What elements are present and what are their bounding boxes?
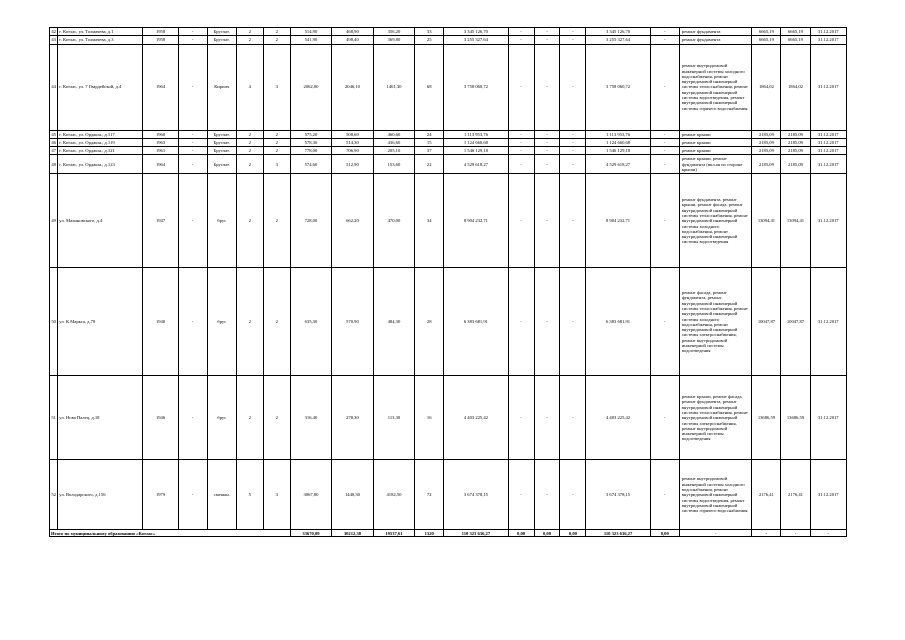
cell-cost-owner: 1 113 953,76 xyxy=(586,130,650,138)
cell-address: г. Котлас, ул. 7 Гвардейской, д.4 xyxy=(58,44,143,130)
cell-residents: 28 xyxy=(415,268,444,376)
cell-entrances: 3 xyxy=(263,44,290,130)
cell-area-live: 512,90 xyxy=(332,155,374,174)
cell-area-nonlive: 113,30 xyxy=(373,376,415,460)
cell-year: 1960 xyxy=(143,130,178,138)
cell-date: 31.12.2017 xyxy=(810,44,847,130)
cell-c15: - xyxy=(560,36,586,44)
housing-repair-table xyxy=(49,27,847,537)
cell-residents: 72 xyxy=(415,460,444,530)
cell-cost-total: 4 529 618,27 xyxy=(444,155,508,174)
cell-c15: - xyxy=(560,155,586,174)
cell-c13: - xyxy=(508,155,534,174)
cell-material: Брусчат. xyxy=(207,138,236,146)
cell-max-cost: 13686,59 xyxy=(781,376,810,460)
cell-floors: 2 xyxy=(236,268,263,376)
total-date: - xyxy=(810,530,847,537)
cell-date: 31.12.2017 xyxy=(810,376,847,460)
cell-area-live: 278,30 xyxy=(332,376,374,460)
cell-material: Брусчат. xyxy=(207,130,236,138)
cell-cost-owner: 4 403 225,42 xyxy=(586,376,650,460)
cell-material: Брусчат. xyxy=(207,155,236,174)
cell-c15: - xyxy=(560,174,586,268)
cell-material: Брусчат. xyxy=(207,28,236,36)
total-c14: 0,00 xyxy=(534,530,560,537)
cell-max-cost: 10047,87 xyxy=(781,268,810,376)
cell-floors: 2 xyxy=(236,147,263,155)
cell-c4: - xyxy=(178,147,207,155)
cell-date: 31.12.2017 xyxy=(810,460,847,530)
cell-c13: - xyxy=(508,376,534,460)
cell-area-total: 635,30 xyxy=(290,268,332,376)
cell-address: г. Котлас, ул. Толмачева, д.3 xyxy=(58,36,143,44)
cell-c13: - xyxy=(508,268,534,376)
cell-c13: - xyxy=(508,130,534,138)
cell-floors: 2 xyxy=(236,36,263,44)
cell-c14: - xyxy=(534,36,560,44)
cell-works: ремонт фасада, ремонт фундамента, ремонт внутридомовой инженерной системы теплоснабжения, ремонт внутридомовой инженерной системы холодного водоснабжения, ремонт внутридомовой инженерной системы электроснабжения, ремонт внутридомовой инженерной системы водоотведения xyxy=(679,268,752,376)
cell-c17: - xyxy=(650,268,679,376)
cell-floors: 2 xyxy=(236,174,263,268)
cell-area-live: 508,60 xyxy=(332,130,374,138)
cell-area-live: 570,90 xyxy=(332,268,374,376)
cell-cost-owner: 6 383 681,91 xyxy=(586,268,650,376)
cell-spec-cost: 2176,41 xyxy=(752,460,781,530)
cell-spec-cost: 6665,19 xyxy=(752,28,781,36)
cell-cost-total: 4 403 225,42 xyxy=(444,376,508,460)
cell-c15: - xyxy=(560,28,586,36)
cell-area-nonlive: 484,30 xyxy=(373,268,415,376)
cell-year: 1940 xyxy=(143,268,178,376)
cell-area-live: 2046,10 xyxy=(332,44,374,130)
cell-cost-owner: 1 546 129,18 xyxy=(586,147,650,155)
cell-c15: - xyxy=(560,147,586,155)
cell-address: ул. Володарского, д.156 xyxy=(58,460,143,530)
total-spec-cost: - xyxy=(752,530,781,537)
total-max-cost: - xyxy=(781,530,810,537)
cell-entrances: 2 xyxy=(263,376,290,460)
cell-num: 45 xyxy=(51,131,56,137)
cell-material: брус xyxy=(207,268,236,376)
cell-address: г. Котлас, ул. Орджон., д.117 xyxy=(58,130,143,138)
cell-cost-owner: 4 529 618,27 xyxy=(586,155,650,174)
cell-area-total: 541,90 xyxy=(290,36,332,44)
table-row xyxy=(50,36,847,44)
table-row xyxy=(50,268,847,376)
cell-max-cost: 2185,09 xyxy=(781,138,810,146)
cell-cost-owner: 3 255 327,64 xyxy=(586,36,650,44)
cell-material: брус xyxy=(207,174,236,268)
cell-c15: - xyxy=(560,376,586,460)
cell-c17: - xyxy=(650,36,679,44)
cell-area-nonlive: 460,60 xyxy=(373,130,415,138)
cell-area-total: 574,60 xyxy=(290,155,332,174)
cell-max-cost: 2185,09 xyxy=(781,130,810,138)
cell-area-total: 514,90 xyxy=(290,28,332,36)
cell-area-total: 316,40 xyxy=(290,376,332,460)
cell-c4: - xyxy=(178,268,207,376)
cell-c13: - xyxy=(508,147,534,155)
cell-material: Брусчат. xyxy=(207,36,236,44)
cell-cost-total: 3 345 126,70 xyxy=(444,28,508,36)
cell-area-nonlive: 4182,50 xyxy=(373,460,415,530)
cell-floors: 2 xyxy=(236,28,263,36)
cell-address: ул. Нова Палец, д.18 xyxy=(58,376,143,460)
cell-spec-cost: 2185,09 xyxy=(752,130,781,138)
cell-year: 1947 xyxy=(143,174,178,268)
cell-residents: 33 xyxy=(415,28,444,36)
cell-area-live: 468,90 xyxy=(332,28,374,36)
cell-c17: - xyxy=(650,376,679,460)
total-c17: 0,00 xyxy=(650,530,679,537)
cell-c15: - xyxy=(560,44,586,130)
cell-c14: - xyxy=(534,376,560,460)
cell-entrances: 2 xyxy=(263,268,290,376)
cell-address: г. Котлас, ул. Орджон., д.123 xyxy=(58,155,143,174)
cell-c4: - xyxy=(178,138,207,146)
cell-residents: 15 xyxy=(415,138,444,146)
cell-year: 1961 xyxy=(143,147,178,155)
cell-c4: - xyxy=(178,44,207,130)
cell-c14: - xyxy=(534,460,560,530)
cell-works: ремонт фундамента xyxy=(679,36,752,44)
cell-year: 1964 xyxy=(143,44,178,130)
total-area-nonlive: 19537,61 xyxy=(373,530,415,537)
cell-date: 31.12.2017 xyxy=(810,130,847,138)
cell-cost-owner: 3 758 060,72 xyxy=(586,44,650,130)
total-row xyxy=(50,530,847,537)
cell-cost-total: 1 546 129,18 xyxy=(444,147,508,155)
table-body xyxy=(50,28,847,537)
cell-date: 31.12.2017 xyxy=(810,268,847,376)
cell-c13: - xyxy=(508,460,534,530)
cell-num: 52 xyxy=(50,460,58,530)
table-row xyxy=(50,130,847,138)
cell-c13: - xyxy=(508,138,534,146)
cell-residents: 37 xyxy=(415,147,444,155)
cell-area-total: 728,00 xyxy=(290,174,332,268)
cell-num: 43 xyxy=(51,37,56,43)
cell-material: Брусчат. xyxy=(207,147,236,155)
cell-works: ремонт крыши, ремонт фундамента (вкл.ая по стороне крыши) xyxy=(679,155,752,174)
cell-c14: - xyxy=(534,147,560,155)
cell-works: ремонт внутридомовой инженерной системы холодного водоснабжения, ремонт внутридомовой инженерной системы водоотведения, ремонт внутридомовой инженерной системы горячего водоснабжения xyxy=(679,460,752,530)
cell-year: 1963 xyxy=(143,138,178,146)
cell-cost-total: 8 904 232,71 xyxy=(444,174,508,268)
cell-max-cost: 6665,19 xyxy=(781,28,810,36)
cell-c4: - xyxy=(178,36,207,44)
cell-max-cost: 13094,41 xyxy=(781,174,810,268)
cell-spec-cost: 2185,09 xyxy=(752,147,781,155)
cell-c14: - xyxy=(534,155,560,174)
cell-area-nonlive: 470,00 xyxy=(373,174,415,268)
total-cost-owner: 110 323 636,27 xyxy=(586,530,650,537)
cell-area-nonlive: 205,10 xyxy=(373,147,415,155)
cell-area-live: 662,20 xyxy=(332,174,374,268)
cell-works: ремонт крыши xyxy=(679,147,752,155)
cell-c13: - xyxy=(508,174,534,268)
cell-date: 31.12.2017 xyxy=(810,155,847,174)
cell-year: 1964 xyxy=(143,155,178,174)
cell-cost-owner: 3 674 378,15 xyxy=(586,460,650,530)
cell-residents: 22 xyxy=(415,155,444,174)
cell-c17: - xyxy=(650,460,679,530)
cell-works: ремонт крыши xyxy=(679,138,752,146)
cell-floors: 5 xyxy=(236,460,263,530)
table-row xyxy=(50,147,847,155)
cell-material: брус xyxy=(207,376,236,460)
table-row xyxy=(50,138,847,146)
cell-c14: - xyxy=(534,44,560,130)
cell-cost-owner: 1 124 660,68 xyxy=(586,138,650,146)
cell-cost-owner: 3 345 126,70 xyxy=(586,28,650,36)
cell-date: 31.12.2017 xyxy=(810,174,847,268)
cell-c15: - xyxy=(560,138,586,146)
cell-area-total: 3067,80 xyxy=(290,460,332,530)
cell-c14: - xyxy=(534,28,560,36)
cell-floors: 4 xyxy=(236,44,263,130)
cell-max-cost: 2176,41 xyxy=(781,460,810,530)
cell-material: Кирпич xyxy=(207,44,236,130)
cell-num: 48 xyxy=(50,155,58,174)
cell-c17: - xyxy=(650,44,679,130)
cell-area-nonlive: 436,60 xyxy=(373,138,415,146)
cell-c4: - xyxy=(178,174,207,268)
cell-num: 49 xyxy=(50,174,58,268)
cell-date: 31.12.2017 xyxy=(810,138,847,146)
cell-c4: - xyxy=(178,130,207,138)
cell-residents: 34 xyxy=(415,174,444,268)
total-label: Итого по муниципальному образованию «Котлас» xyxy=(50,530,291,537)
cell-c17: - xyxy=(650,174,679,268)
cell-max-cost: 1864,02 xyxy=(781,44,810,130)
cell-area-total: 778,00 xyxy=(290,147,332,155)
cell-area-live: 514,30 xyxy=(332,138,374,146)
cell-c4: - xyxy=(178,155,207,174)
cell-num: 50 xyxy=(50,268,58,376)
cell-c4: - xyxy=(178,460,207,530)
cell-c13: - xyxy=(508,28,534,36)
cell-c14: - xyxy=(534,130,560,138)
table-row xyxy=(50,460,847,530)
cell-date: 31.12.2017 xyxy=(810,147,847,155)
cell-works: ремонт внутридомовой инженерной системы холодного водоснабжения, ремонт внутридомовой инженерной системы теплоснабжения, ремонт внутридомовой инженерной системы водоотведения, ремонт внутридомовой инженерной системы горячего водоснабжения xyxy=(679,44,752,130)
cell-c14: - xyxy=(534,138,560,146)
cell-max-cost: 6665,19 xyxy=(781,36,810,44)
cell-c14: - xyxy=(534,174,560,268)
cell-max-cost: 2185,09 xyxy=(781,155,810,174)
table-row xyxy=(50,28,847,36)
total-residents: 1320 xyxy=(415,530,444,537)
cell-spec-cost: 10047,87 xyxy=(752,268,781,376)
cell-year: 1958 xyxy=(143,36,178,44)
total-cost-total: 110 323 636,27 xyxy=(444,530,508,537)
cell-c4: - xyxy=(178,28,207,36)
cell-entrances: 2 xyxy=(263,130,290,138)
cell-spec-cost: 6665,19 xyxy=(752,36,781,44)
cell-address: г. Котлас, ул. Орджон., д.121 xyxy=(58,147,143,155)
cell-date: 31.12.2017 xyxy=(810,36,847,44)
total-area-total: 33670,09 xyxy=(290,530,332,537)
cell-year: 1946 xyxy=(143,376,178,460)
cell-material: смешан. xyxy=(207,460,236,530)
cell-address: ул. Малиновского, д.4 xyxy=(58,174,143,268)
cell-c17: - xyxy=(650,138,679,146)
cell-floors: 2 xyxy=(236,130,263,138)
cell-year: 1979 xyxy=(143,460,178,530)
cell-cost-total: 6 383 681,91 xyxy=(444,268,508,376)
cell-floors: 2 xyxy=(236,376,263,460)
document-sheet xyxy=(49,27,847,537)
cell-area-live: 498,40 xyxy=(332,36,374,44)
cell-entrances: 2 xyxy=(263,36,290,44)
cell-floors: 2 xyxy=(236,155,263,174)
cell-cost-total: 1 124 660,68 xyxy=(444,138,508,146)
cell-spec-cost: 13686,59 xyxy=(752,376,781,460)
cell-entrances: 2 xyxy=(263,174,290,268)
cell-cost-total: 1 113 953,76 xyxy=(444,130,508,138)
cell-cost-total: 3 758 060,72 xyxy=(444,44,508,130)
cell-num: 51 xyxy=(50,376,58,460)
cell-residents: 25 xyxy=(415,36,444,44)
cell-spec-cost: 13094,41 xyxy=(752,174,781,268)
cell-area-nonlive: 153,60 xyxy=(373,155,415,174)
cell-num: 42 xyxy=(51,29,56,34)
cell-works: ремонт крыши, ремонт фасада, ремонт фундамента, ремонт внутридомовой инженерной системы теплоснабжения, ремонт внутридомовой инженерной системы электроснабжения, ремонт внутридомовой инженерной системы водоотведения xyxy=(679,376,752,460)
cell-c17: - xyxy=(650,130,679,138)
cell-max-cost: 2185,09 xyxy=(781,147,810,155)
cell-area-nonlive: 356,20 xyxy=(373,28,415,36)
cell-residents: 68 xyxy=(415,44,444,130)
cell-spec-cost: 1864,02 xyxy=(752,44,781,130)
cell-address: г. Котлас, ул. Толмачева, д.1 xyxy=(58,28,143,36)
cell-area-nonlive: 1461,30 xyxy=(373,44,415,130)
cell-num: 47 xyxy=(51,148,56,154)
cell-entrances: 2 xyxy=(263,138,290,146)
cell-area-live: 706,90 xyxy=(332,147,374,155)
cell-c13: - xyxy=(508,44,534,130)
cell-area-total: 2062,00 xyxy=(290,44,332,130)
cell-c17: - xyxy=(650,28,679,36)
cell-works: ремонт фундамента xyxy=(679,28,752,36)
cell-c15: - xyxy=(560,130,586,138)
cell-address: г. Котлас, ул. Орджон., д.119 xyxy=(58,138,143,146)
cell-year: 1958 xyxy=(143,28,178,36)
cell-floors: 2 xyxy=(236,138,263,146)
cell-area-total: 578,30 xyxy=(290,138,332,146)
cell-entrances: 2 xyxy=(263,147,290,155)
cell-cost-total: 3 255 327,64 xyxy=(444,36,508,44)
cell-residents: 24 xyxy=(415,130,444,138)
cell-c17: - xyxy=(650,147,679,155)
total-works: - xyxy=(679,530,752,537)
cell-area-total: 575,20 xyxy=(290,130,332,138)
cell-works: ремонт крыши xyxy=(679,130,752,138)
cell-num: 44 xyxy=(50,44,58,130)
total-area-live: 30212,38 xyxy=(332,530,374,537)
total-c13: 0,00 xyxy=(508,530,534,537)
table-row xyxy=(50,155,847,174)
cell-entrances: 3 xyxy=(263,460,290,530)
cell-c4: - xyxy=(178,376,207,460)
cell-spec-cost: 2185,09 xyxy=(752,138,781,146)
cell-address: ул. К.Маркса, д.78 xyxy=(58,268,143,376)
cell-spec-cost: 2185,09 xyxy=(752,155,781,174)
cell-works: ремонт фундамента, ремонт крыши, ремонт фасада, ремонт внутридомовой инженерной системы теплоснабжения, ремонт внутридомовой инженерной системы холодного водоснабжения, ремонт внутридомовой инженерной системы водоотведения xyxy=(679,174,752,268)
cell-entrances: 3 xyxy=(263,155,290,174)
cell-entrances: 2 xyxy=(263,28,290,36)
cell-c17: - xyxy=(650,155,679,174)
cell-c13: - xyxy=(508,36,534,44)
cell-date: 31.12.2017 xyxy=(810,28,847,36)
cell-cost-total: 3 674 378,15 xyxy=(444,460,508,530)
table-row xyxy=(50,174,847,268)
table-row xyxy=(50,376,847,460)
cell-area-nonlive: 369,80 xyxy=(373,36,415,44)
table-row xyxy=(50,44,847,130)
cell-residents: 16 xyxy=(415,376,444,460)
cell-cost-owner: 8 904 232,71 xyxy=(586,174,650,268)
cell-c15: - xyxy=(560,268,586,376)
cell-num: 46 xyxy=(51,139,56,145)
total-c15: 0,00 xyxy=(560,530,586,537)
cell-c15: - xyxy=(560,460,586,530)
cell-area-live: 1440,30 xyxy=(332,460,374,530)
cell-c14: - xyxy=(534,268,560,376)
